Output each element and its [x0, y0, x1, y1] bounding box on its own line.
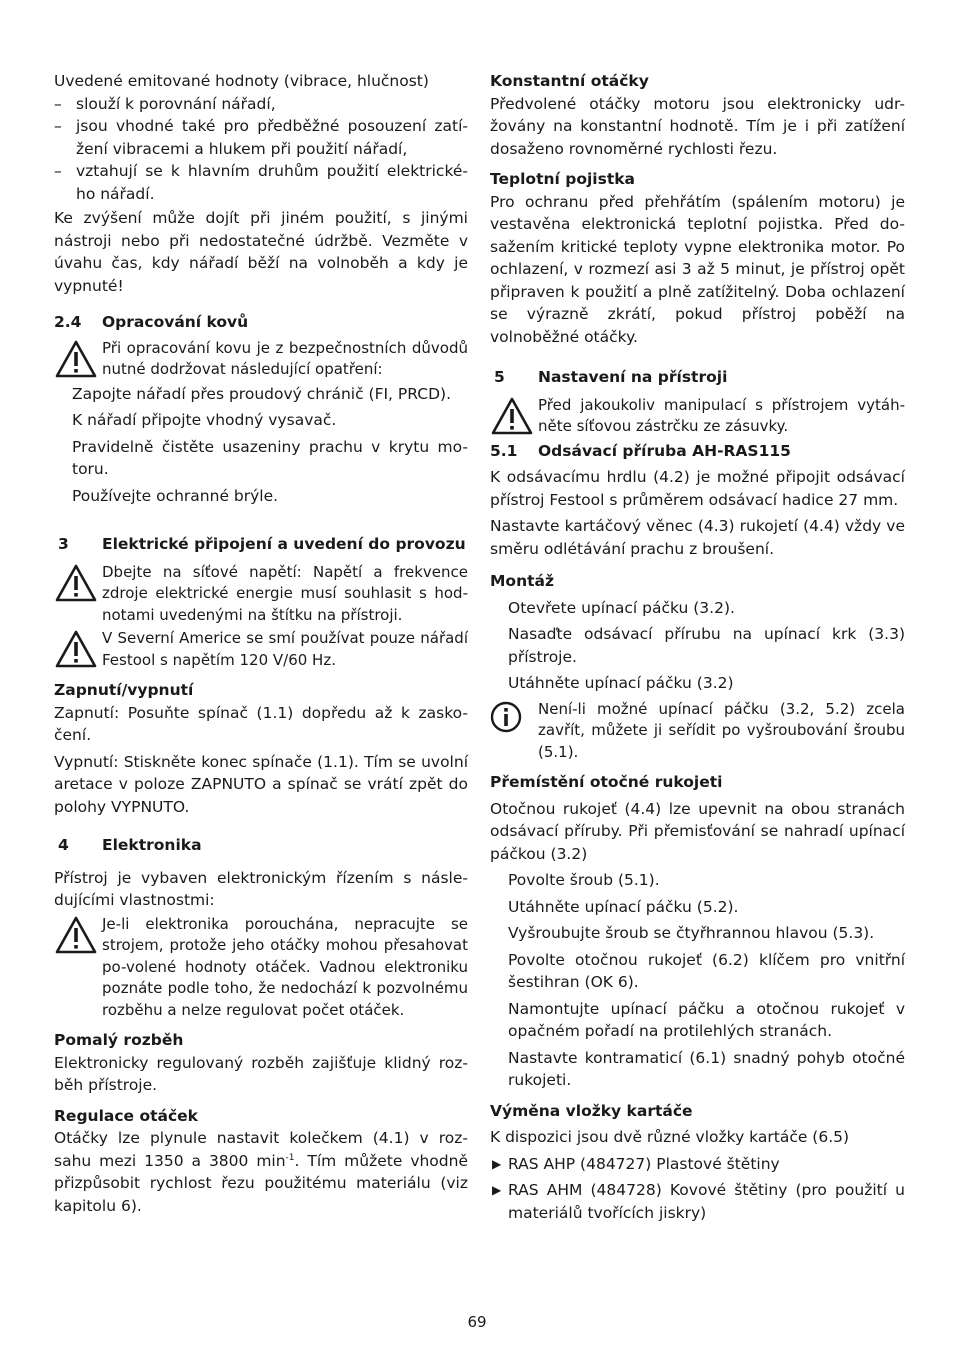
list-item: Povolte šroub (5.1).: [508, 871, 660, 889]
list-item: Nasaďte odsávací přírubu na upínací krk (3.3) přístroje.: [508, 625, 905, 666]
paragraph: Zapnutí: Posuňte spínač (1.1) dopředu až k zasko-čení.: [54, 703, 468, 744]
left-column: [54, 70, 468, 1217]
warning-block: [54, 562, 468, 627]
warning-text: Před jakoukoliv manipulací s přístrojem vytáh-něte síťovou zástrčku ze zásuvky.: [538, 395, 905, 435]
warning-block: [54, 628, 468, 671]
right-column: [490, 70, 905, 1224]
warning-triangle-icon: [54, 628, 102, 670]
warning-block: [490, 395, 905, 438]
section-title: Nastavení na přístroji: [538, 368, 728, 386]
paragraph: Nastavte kartáčový věnec (4.3) rukojetí (4.4) vždy ve směru odlétávání prachu z broušení.: [490, 517, 905, 558]
regulation-text-a: Otáčky lze plynule nastavit kolečkem (4.1) v roz-sahu mezi 1350 a 3800 min: [54, 1129, 468, 1170]
list-item: Pravidelně čistěte usazeniny prachu v krytu mo-toru.: [72, 437, 468, 478]
section-heading: [54, 311, 468, 334]
info-block: [490, 699, 905, 764]
list-item: Otevřete upínací páčku (3.2).: [508, 598, 735, 617]
regulation-text-b: . Tím můžete vhodně přizpůsobit rychlost řezu použitému materiálu (viz kapitolu 6).: [54, 1151, 468, 1215]
paragraph: Pro ochranu před přehřátím (spálením motoru) je vestavěna elektronická teplotní pojistka. Před do-sažením kritické teploty vypne elektronika motor. Po ochlazení, v rozmezí asi 3 až 5 minut, je přístroj opět připraven k použití a plně zatížitelný. Doba ochlazení se výrazně zkrátí, pokud přístroj poběží na volnoběžné otáčky.: [490, 192, 905, 346]
warning-text: Je-li elektronika porouchána, nepracujte se strojem, protože jeho otáčky mohou přesahovat po-volené hodnoty otáček. Vadnou elektroniku poznáte podle toho, že nedochází k pozvolnému rozběhu a nelze regulovat počet otáček.: [102, 914, 468, 1019]
unit-exponent: -1: [285, 1152, 295, 1163]
list-item: – slouží k porovnání nářadí,: [54, 93, 468, 116]
warning-triangle-icon: [54, 914, 102, 956]
list-item: – vztahují se k hlavním druhům použití elektrické-ho nářadí.: [54, 160, 468, 205]
subheading: Pomalý rozběh: [54, 1031, 184, 1049]
section-number: 4: [58, 836, 69, 854]
warning-triangle-icon: [54, 338, 102, 380]
list-item: Namontujte upínací páčku a otočnou rukojeť v opačném pořadí na protilehlých stranách.: [508, 999, 905, 1040]
warning-triangle-icon: [490, 395, 538, 437]
warning-text: Při opracování kovu je z bezpečnostních důvodů nutné dodržovat následující opatření:: [102, 338, 468, 378]
subheading: Přemístění otočné rukojeti: [490, 773, 723, 791]
section-heading: [54, 834, 468, 857]
emission-note: Ke zvýšení může dojít při jiném použití, s jinými nástroji nebo při nedostatečné údržbě. Vezměte v úvahu čas, kdy nářadí běží na volnoběh a kdy je vypnuté!: [54, 209, 468, 295]
section-number: 3: [58, 535, 69, 553]
info-circle-icon: [490, 699, 526, 735]
section-heading: [54, 533, 468, 556]
paragraph: K odsávacímu hrdlu (4.2) je možné připojit odsávací přístroj Festool s průměrem odsávací hadice 27 mm.: [490, 468, 905, 509]
list-item: ▶ RAS AHM (484728) Kovové štětiny (pro použití u materiálů tvořících jiskry): [490, 1179, 905, 1224]
list-item: Používejte ochranné brýle.: [72, 486, 279, 505]
paragraph: Přístroj je vybaven elektronickým řízením s násle-dujícími vlastnostmi:: [54, 868, 468, 909]
warning-block: [54, 914, 468, 1022]
info-text: Není-li možné upínací páčku (3.2, 5.2) zcela zavřít, můžete ji seřídit po vyšroubování šroubu (5.1).: [538, 699, 905, 761]
section-number: 2.4: [54, 313, 82, 331]
section-title: Opracování kovů: [102, 313, 249, 331]
subheading: Teplotní pojistka: [490, 170, 636, 188]
section-heading: [490, 440, 905, 463]
emission-list: [54, 93, 468, 206]
paragraph: [54, 1127, 468, 1217]
list-item: Vyšroubujte šroub se čtyřhrannou hlavou (5.3).: [508, 924, 875, 942]
page-number: 69: [467, 1313, 487, 1331]
section-title: Odsávací příruba AH-RAS115: [538, 441, 791, 460]
brush-list: [490, 1153, 905, 1225]
list-item: – jsou vhodné také pro předběžné posouzení zatí-žení vibracemi a hlukem při použití nářadí,: [54, 115, 468, 160]
section-heading: [490, 366, 905, 389]
section-title: Elektrické připojení a uvedení do provozu: [102, 535, 466, 553]
warning-text: Dbejte na síťové napětí: Napětí a frekvence zdroje elektrické energie musí souhlasit s hod-notami uvedenými na štítku na přístroji.: [102, 562, 468, 624]
list-item: K nářadí připojte vhodný vysavač.: [72, 411, 337, 429]
paragraph: Předvolené otáčky motoru jsou elektronicky udr-žovány na konstantní hodnotě. Tím je i při zatížení dosaženo rovnoměrné rychlosti řezu.: [490, 94, 905, 158]
list-item: Utáhněte upínací páčku (3.2): [508, 674, 734, 692]
subheading: Zapnutí/vypnutí: [54, 681, 194, 699]
subheading: Regulace otáček: [54, 1106, 198, 1125]
paragraph: Vypnutí: Stiskněte konec spínače (1.1). Tím se uvolní aretace v poloze ZAPNUTO a spínač se vrátí zpět do polohy VYPNUTO.: [54, 752, 468, 816]
subheading: Montáž: [490, 572, 554, 590]
section-number: 5: [494, 368, 505, 386]
paragraph: Otočnou rukojeť (4.4) lze upevnit na obou stranách odsávací příruby. Při přemisťování se nahradí upínací páčkou (3.2): [490, 799, 905, 863]
warning-block: [54, 338, 468, 381]
list-item: Zapojte nářadí přes proudový chránič (FI, PRCD).: [72, 384, 451, 403]
list-item: Povolte otočnou rukojeť (6.2) klíčem pro vnitřní šestihran (OK 6).: [508, 950, 905, 991]
paragraph: Elektronicky regulovaný rozběh zajišťuje klidný roz-běh přístroje.: [54, 1053, 468, 1094]
list-item: ▶ RAS AHP (484727) Plastové štětiny: [490, 1153, 905, 1176]
list-item: Nastavte kontramaticí (6.1) snadný pohyb otočné rukojeti.: [508, 1048, 905, 1089]
section-number: 5.1: [490, 441, 518, 460]
section-title: Elektronika: [102, 836, 202, 854]
paragraph: K dispozici jsou dvě různé vložky kartáče (6.5): [490, 1128, 850, 1146]
warning-triangle-icon: [54, 562, 102, 604]
warning-text: V Severní Americe se smí používat pouze nářadí Festool s napětím 120 V/60 Hz.: [102, 629, 468, 669]
subheading: Výměna vložky kartáče: [490, 1101, 693, 1120]
list-item: Utáhněte upínací páčku (5.2).: [508, 897, 739, 916]
emission-intro: Uvedené emitované hodnoty (vibrace, hlučnost): [54, 72, 429, 90]
subheading: Konstantní otáčky: [490, 72, 649, 90]
